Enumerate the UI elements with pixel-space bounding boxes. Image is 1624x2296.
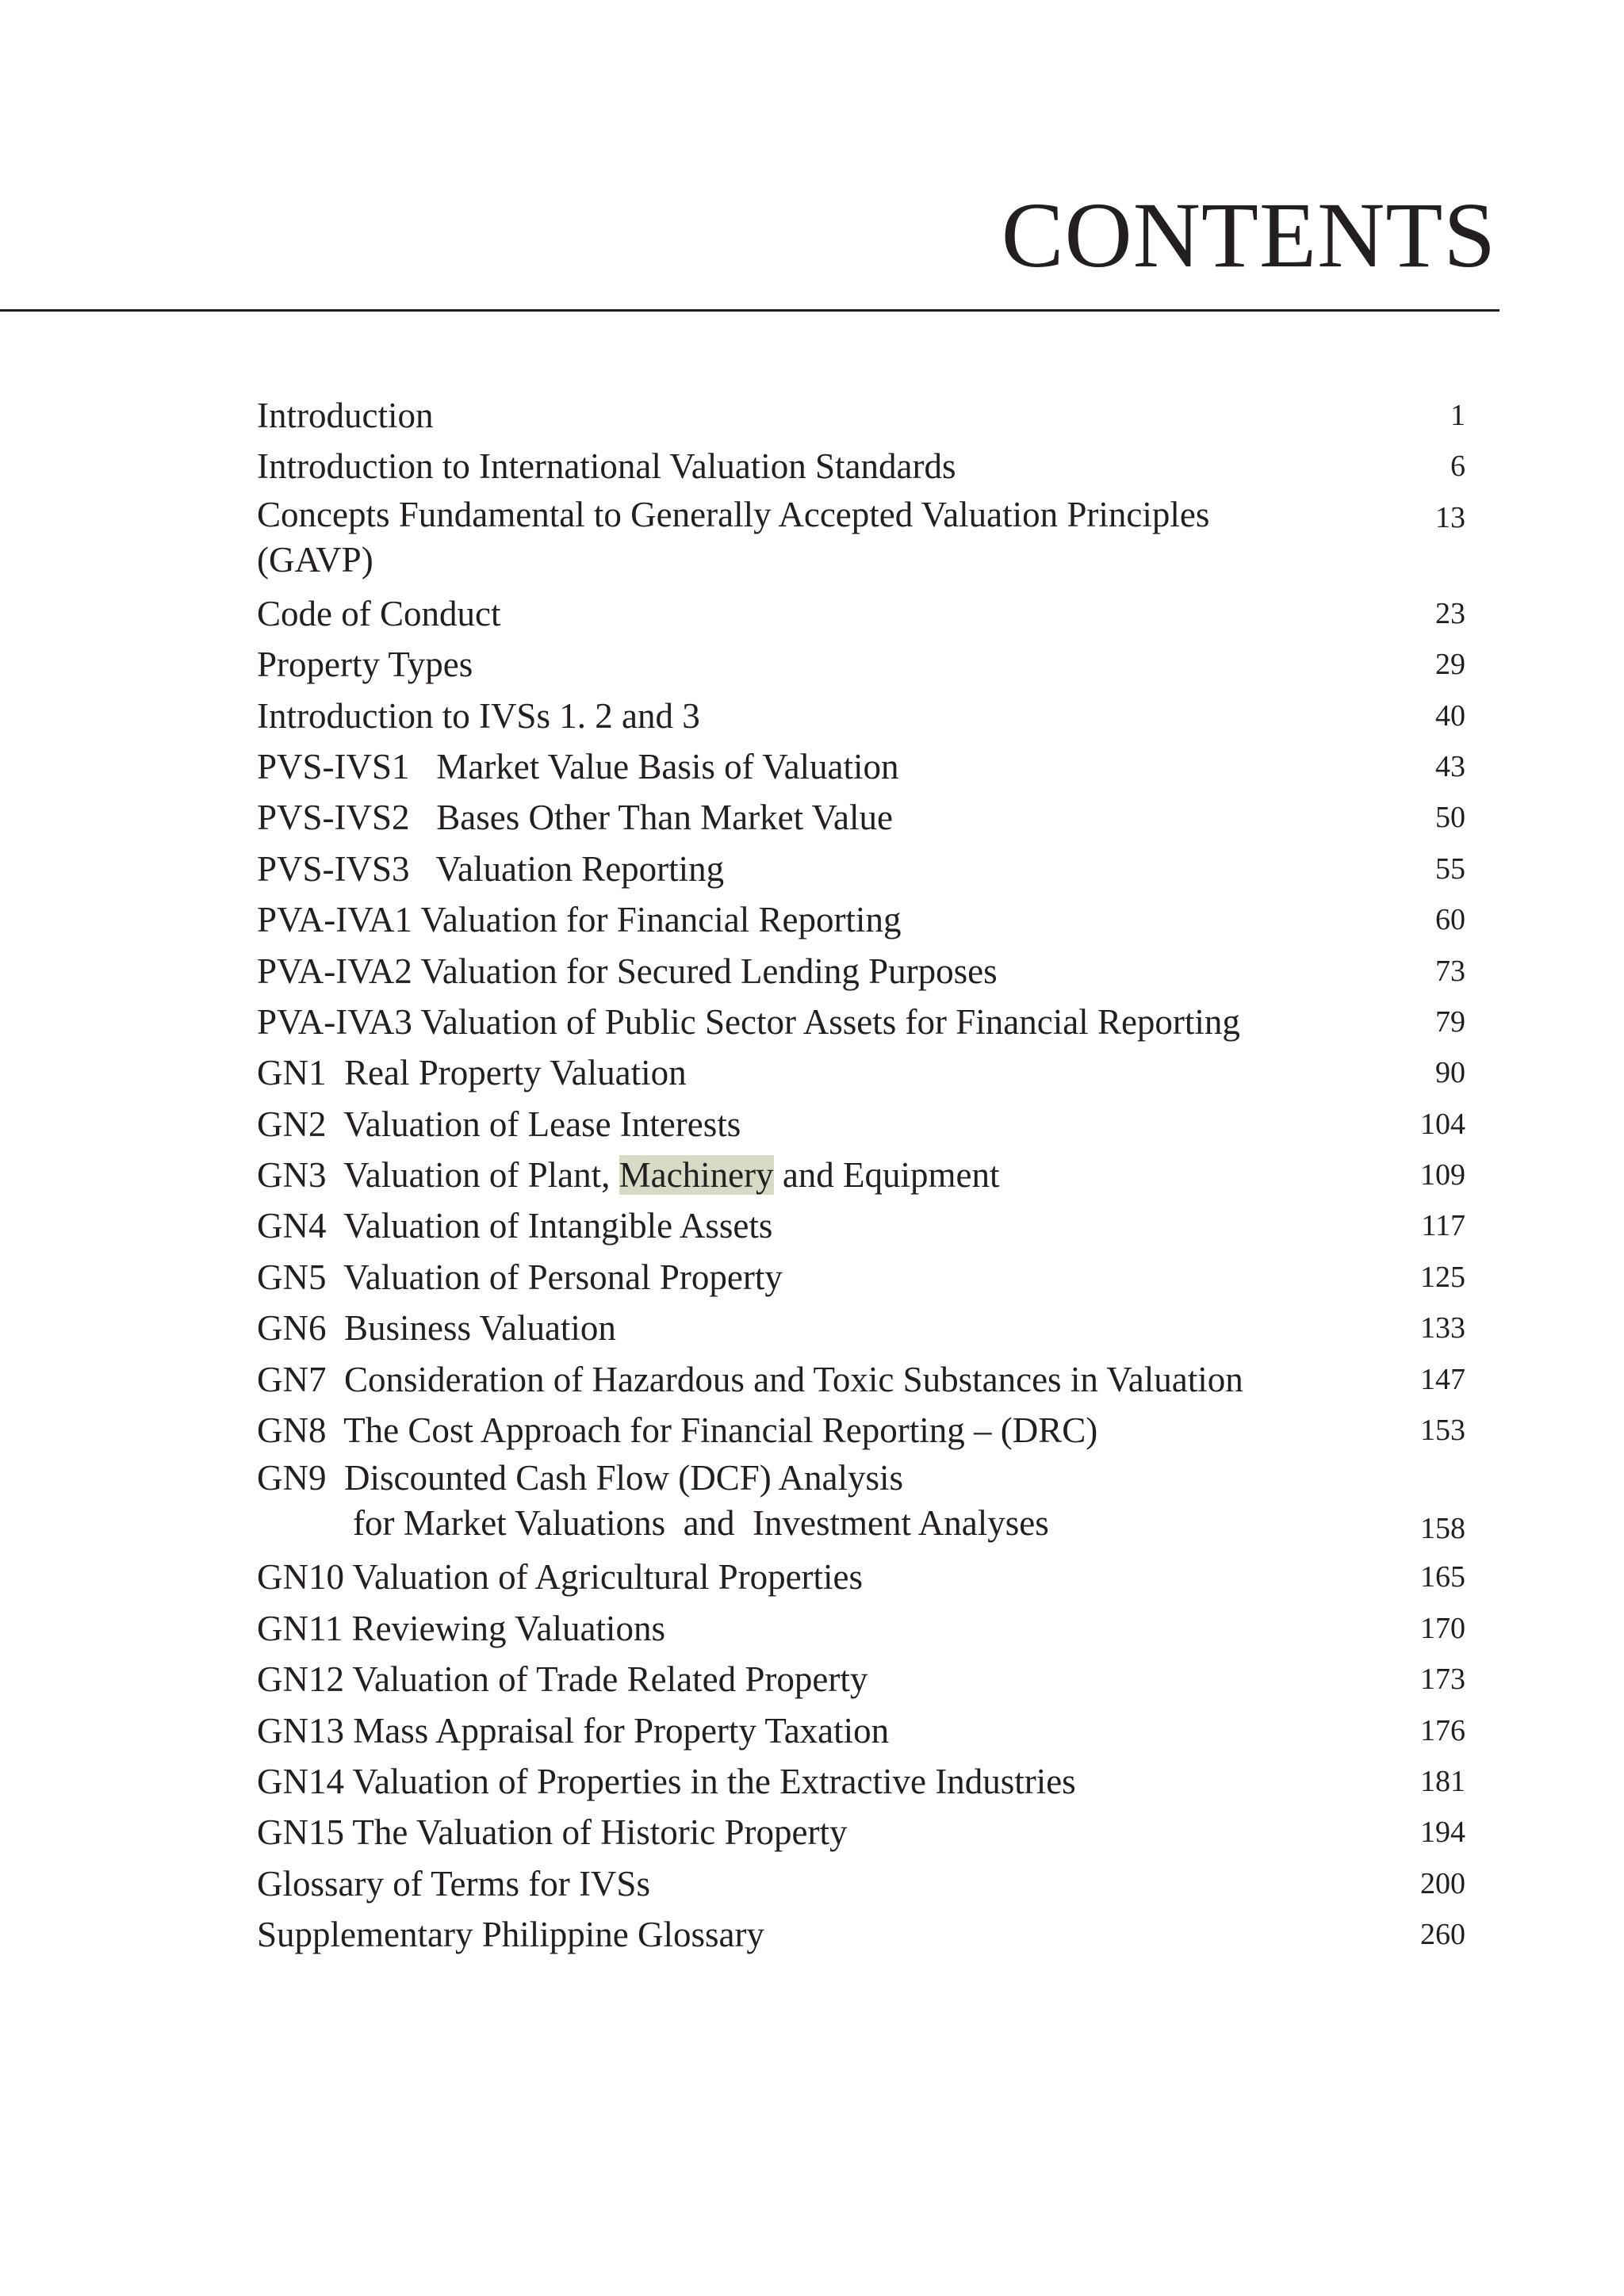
search-highlight: Machinery [619,1155,774,1196]
toc-entry-label: GN11 Reviewing Valuations [257,1608,665,1648]
toc-entry-label [257,492,1327,583]
toc-entry-label: PVS-IVS1 Market Value Basis of Valuation [257,746,899,786]
toc-entry-label: Property Types [257,645,473,685]
toc-entry-introduction-to-ivss[interactable] [257,691,1465,741]
toc-entry-page-number: 170 [1420,1611,1465,1645]
toc-entry-introduction[interactable] [257,390,1465,441]
toc-entry-label: PVA-IVA2 Valuation for Secured Lending Purposes [257,951,998,991]
toc-entry-label: GN10 Valuation of Agricultural Properties [257,1557,864,1598]
toc-entry-page-number: 109 [1420,1158,1465,1192]
table-of-contents [257,390,1465,1961]
toc-entry-pva-iva3[interactable] [257,997,1465,1047]
toc-entry-label: Code of Conduct [257,593,501,633]
toc-entry-label: GN2 Valuation of Lease Interests [257,1104,741,1144]
toc-entry-page-number: 13 [1435,500,1465,534]
toc-entry-label: PVA-IVA1 Valuation for Financial Reporting [257,900,902,940]
toc-entry-gn3[interactable] [257,1150,1465,1200]
toc-entry-label-line-1: Concepts Fundamental to Generally Accepted Valuation Principles [257,494,1210,534]
title-divider [0,309,1500,312]
toc-entry-label-line-2: (GAVP) [257,539,373,580]
toc-entry-gn14[interactable] [257,1756,1465,1807]
toc-entry-page-number: 194 [1420,1816,1465,1850]
toc-entry-page-number: 1 [1450,399,1465,432]
toc-entry-page-number: 173 [1420,1663,1465,1697]
toc-entry-page-number: 133 [1420,1311,1465,1345]
toc-entry-gn15[interactable] [257,1807,1465,1858]
toc-entry-label: GN7 Consideration of Hazardous and Toxic Substances in Valuation [257,1359,1243,1399]
toc-entry-label: Supplementary Philippine Glossary [257,1915,764,1955]
toc-entry-gn10[interactable] [257,1552,1465,1602]
toc-entry-concepts-fundamental[interactable] [257,492,1465,588]
toc-entry-gn4[interactable] [257,1200,1465,1251]
toc-entry-page-number: 158 [1420,1512,1465,1546]
toc-entry-page-number: 260 [1420,1918,1465,1952]
toc-entry-page-number: 73 [1435,954,1465,988]
toc-entry-page-number: 43 [1435,749,1465,783]
toc-entry-page-number: 6 [1450,450,1465,484]
toc-entry-label: GN15 The Valuation of Historic Property [257,1812,848,1853]
toc-entry-pvs-ivs1[interactable] [257,741,1465,792]
toc-entry-property-types[interactable] [257,639,1465,690]
toc-entry-pvs-ivs2[interactable] [257,792,1465,843]
toc-entry-page-number: 29 [1435,648,1465,682]
toc-entry-page-number: 40 [1435,698,1465,733]
toc-entry-gn12[interactable] [257,1654,1465,1705]
toc-entry-label: GN8 The Cost Approach for Financial Reporting – (DRC) [257,1410,1098,1451]
toc-entry-label-text: GN3 Valuation of Plant, [257,1155,619,1196]
toc-entry-label: GN14 Valuation of Properties in the Extractive Industries [257,1761,1076,1801]
toc-entry-page-number: 125 [1420,1260,1465,1294]
toc-entry-page-number: 55 [1435,851,1465,886]
toc-entry-gn11[interactable] [257,1603,1465,1654]
toc-entry-label: PVS-IVS2 Bases Other Than Market Value [257,798,893,838]
toc-entry-label: GN6 Business Valuation [257,1308,616,1349]
toc-entry-pvs-ivs3[interactable] [257,844,1465,894]
toc-entry-label: Glossary of Terms for IVSs [257,1863,650,1904]
toc-entry-code-of-conduct[interactable] [257,588,1465,639]
toc-entry-gn7[interactable] [257,1354,1465,1405]
toc-entry-page-number: 60 [1435,903,1465,937]
toc-entry-page-number: 200 [1420,1866,1465,1900]
toc-entry-pva-iva2[interactable] [257,946,1465,997]
toc-entry-page-number: 165 [1420,1560,1465,1594]
toc-entry-label-line-1: GN9 Discounted Cash Flow (DCF) Analysis [257,1458,904,1498]
toc-entry-glossary[interactable] [257,1858,1465,1909]
toc-entry-label: PVS-IVS3 Valuation Reporting [257,848,725,889]
toc-entry-gn5[interactable] [257,1252,1465,1303]
toc-entry-gn1[interactable] [257,1047,1465,1098]
toc-entry-gn13[interactable] [257,1705,1465,1756]
toc-entry-pva-iva1[interactable] [257,894,1465,945]
page-title: CONTENTS [1001,183,1496,287]
toc-entry-gn9[interactable] [257,1456,1465,1552]
toc-entry-supplementary-glossary[interactable] [257,1909,1465,1960]
toc-entry-label: GN4 Valuation of Intangible Assets [257,1206,773,1246]
toc-entry-page-number: 50 [1435,801,1465,835]
toc-entry-gn6[interactable] [257,1303,1465,1353]
toc-entry-page-number: 117 [1421,1209,1465,1243]
toc-entry-label-text: and Equipment [773,1155,1000,1196]
toc-entry-gn2[interactable] [257,1099,1465,1150]
toc-entry-page-number: 90 [1435,1056,1465,1090]
toc-entry-label: GN1 Real Property Valuation [257,1053,687,1093]
toc-entry-page-number: 147 [1420,1362,1465,1396]
toc-entry-page-number: 181 [1420,1764,1465,1798]
toc-entry-label: GN13 Mass Appraisal for Property Taxation [257,1710,890,1751]
toc-entry-page-number: 153 [1420,1414,1465,1448]
toc-entry-label: GN12 Valuation of Trade Related Property [257,1659,868,1700]
toc-entry-gn8[interactable] [257,1405,1465,1456]
toc-entry-label [257,1456,1327,1546]
toc-entry-page-number: 79 [1435,1004,1465,1039]
toc-entry-label: PVA-IVA3 Valuation of Public Sector Assets for Financial Reporting [257,1001,1240,1042]
toc-entry-label: GN5 Valuation of Personal Property [257,1257,783,1297]
toc-entry-label: Introduction [257,396,434,435]
toc-entry-label [257,1150,1327,1200]
toc-entry-label: Introduction to International Valuation Standards [257,446,956,487]
toc-entry-page-number: 176 [1420,1713,1465,1747]
toc-entry-label-line-2: for Market Valuations and Investment Analyses [353,1503,1049,1544]
toc-entry-page-number: 23 [1435,596,1465,630]
toc-entry-introduction-to-ivs[interactable] [257,441,1465,492]
toc-entry-page-number: 104 [1420,1107,1465,1141]
toc-entry-label: Introduction to IVSs 1. 2 and 3 [257,695,700,736]
